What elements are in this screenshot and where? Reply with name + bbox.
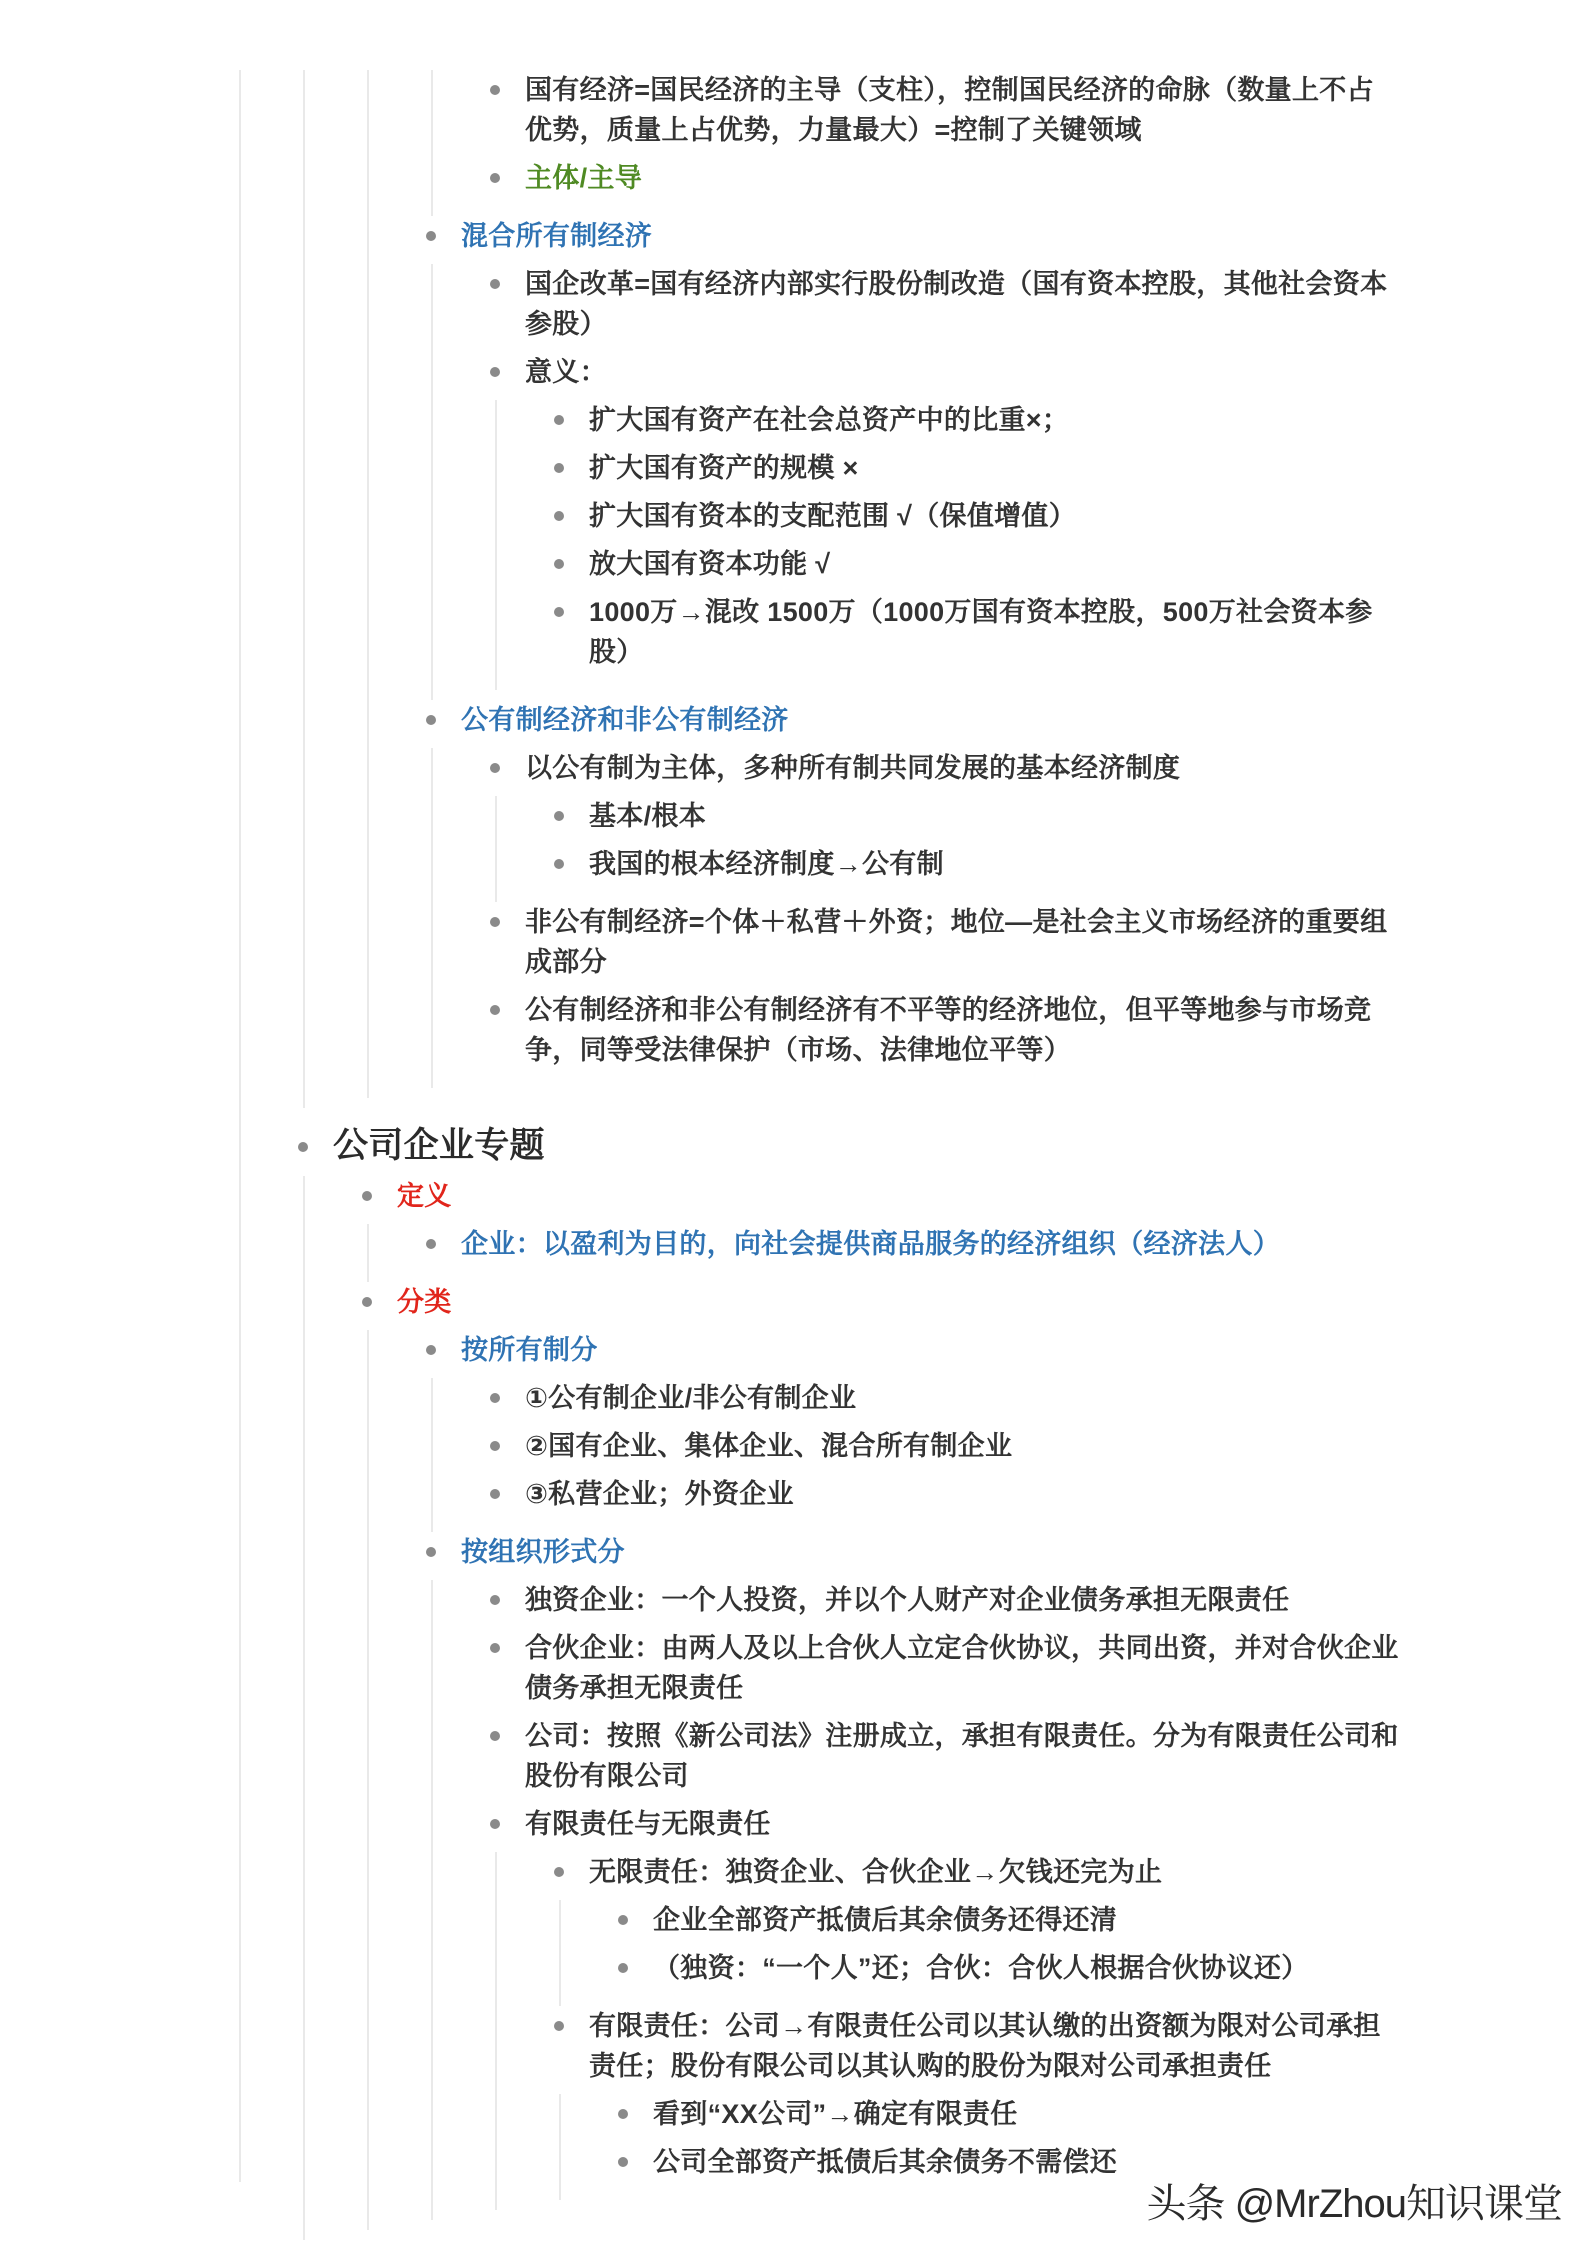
outline-children-guide [431, 264, 1399, 700]
outline-item[interactable] [433, 902, 1399, 990]
outline-children-guide [559, 1900, 1399, 2006]
outline-children-guide [495, 400, 1399, 690]
outline-item-text: 公司：按照《新公司法》注册成立，承担有限责任。分为有限责任公司和股份有限公司 [525, 1721, 1399, 1791]
outline-item[interactable] [497, 796, 1399, 844]
outline-item-text: ①公有制企业/非公有制企业 [525, 1383, 857, 1413]
outline-document [239, 70, 1399, 2182]
bullet-dot-icon[interactable] [490, 279, 500, 289]
bullet-dot-icon[interactable] [426, 1239, 436, 1249]
outline-item[interactable] [369, 700, 1399, 1088]
outline-item-text: 公司全部资产抵债后其余债务不需偿还 [653, 2147, 1118, 2177]
outline-item[interactable] [433, 1378, 1399, 1426]
watermark: 头条 @MrZhou知识课堂 [1146, 2182, 1562, 2226]
outline-item-text: 有限责任与无限责任 [525, 1809, 771, 1839]
outline-item[interactable] [561, 1948, 1399, 1996]
outline-item[interactable] [497, 496, 1399, 544]
outline-item-text: 定义 [397, 1181, 452, 1211]
bullet-dot-icon[interactable] [298, 1142, 308, 1152]
outline-item[interactable] [497, 844, 1399, 892]
outline-item[interactable] [433, 352, 1399, 690]
outline-item-text: 按所有制分 [461, 1335, 598, 1365]
bullet-dot-icon[interactable] [490, 1643, 500, 1653]
bullet-dot-icon[interactable] [618, 2157, 628, 2167]
outline-item[interactable] [369, 1532, 1399, 2220]
outline-item[interactable] [433, 1628, 1399, 1716]
outline-item-text: 企业：以盈利为目的，向社会提供商品服务的经济组织（经济法人） [461, 1229, 1280, 1259]
outline-children-guide [495, 1852, 1399, 2210]
bullet-dot-icon[interactable] [554, 463, 564, 473]
bullet-dot-icon[interactable] [490, 173, 500, 183]
outline-item[interactable] [497, 1852, 1399, 2006]
outline-item-text: 公有制经济和非公有制经济 [461, 705, 789, 735]
bullet-dot-icon[interactable] [490, 1005, 500, 1015]
outline-item-text: 公有制经济和非公有制经济有不平等的经济地位，但平等地参与市场竞争，同等受法律保护（市场、法律地位平等） [525, 995, 1372, 1065]
outline-children-guide [367, 1224, 1399, 1282]
outline-item[interactable] [241, 70, 1399, 1108]
bullet-dot-icon[interactable] [490, 917, 500, 927]
outline-item[interactable] [433, 748, 1399, 902]
outline-item-text: 独资企业：一个人投资，并以个人财产对企业债务承担无限责任 [525, 1585, 1290, 1615]
outline-item-text: 非公有制经济=个体＋私营＋外资；地位—是社会主义市场经济的重要组成部分 [525, 907, 1388, 977]
bullet-dot-icon[interactable] [554, 415, 564, 425]
bullet-dot-icon[interactable] [554, 811, 564, 821]
bullet-dot-icon[interactable] [490, 1489, 500, 1499]
bullet-dot-icon[interactable] [426, 1547, 436, 1557]
bullet-dot-icon[interactable] [490, 1393, 500, 1403]
outline-item-text: 国有经济=国民经济的主导（支柱），控制国民经济的命脉（数量上不占优势，质量上占优势，力量最大）=控制了关键领域 [525, 75, 1374, 145]
outline-item[interactable] [433, 1580, 1399, 1628]
outline-item[interactable] [561, 1900, 1399, 1948]
bullet-dot-icon[interactable] [554, 511, 564, 521]
bullet-dot-icon[interactable] [554, 559, 564, 569]
bullet-dot-icon[interactable] [362, 1191, 372, 1201]
outline-item[interactable] [433, 1716, 1399, 1804]
outline-item-text: 国企改革=国有经济内部实行股份制改造（国有资本控股，其他社会资本参股） [525, 269, 1388, 339]
outline-item-text: 扩大国有资产在社会总资产中的比重×； [589, 405, 1070, 435]
outline-item[interactable] [433, 1474, 1399, 1522]
outline-item[interactable] [433, 1804, 1399, 2210]
bullet-dot-icon[interactable] [490, 1595, 500, 1605]
outline-item[interactable] [497, 544, 1399, 592]
outline-item[interactable] [305, 1282, 1399, 2230]
outline-item[interactable] [433, 70, 1399, 158]
outline-children-guide [495, 796, 1399, 902]
outline-item[interactable] [305, 70, 1399, 1098]
bullet-dot-icon[interactable] [618, 1963, 628, 1973]
outline-heading-item[interactable] [241, 1108, 1399, 2240]
bullet-dot-icon[interactable] [618, 1915, 628, 1925]
bullet-dot-icon[interactable] [490, 1441, 500, 1451]
outline-item[interactable] [497, 592, 1399, 680]
bullet-dot-icon[interactable] [490, 367, 500, 377]
outline-item[interactable] [369, 1330, 1399, 1532]
outline-item-text: 看到“XX公司”→确定有限责任 [653, 2099, 1018, 2129]
outline-item[interactable] [369, 216, 1399, 700]
bullet-dot-icon[interactable] [426, 1345, 436, 1355]
outline-item-text: 意义： [525, 357, 607, 387]
outline-item[interactable] [433, 990, 1399, 1078]
outline-item[interactable] [561, 2094, 1399, 2142]
outline-item-text: 以公有制为主体，多种所有制共同发展的基本经济制度 [525, 753, 1181, 783]
outline-item-text: 企业全部资产抵债后其余债务还得还清 [653, 1905, 1118, 1935]
outline-item-text: 扩大国有资产的规模 × [589, 453, 859, 483]
outline-children-guide [303, 70, 1399, 1108]
outline-item-text: 分类 [397, 1287, 452, 1317]
outline-item-text: 无限责任：独资企业、合伙企业→欠钱还完为止 [589, 1857, 1163, 1887]
outline-item-text: 扩大国有资本的支配范围 √（保值增值） [589, 501, 1077, 531]
outline-item[interactable] [497, 2006, 1399, 2200]
outline-item-text: 1000万→混改 1500万（1000万国有资本控股，500万社会资本参股） [589, 597, 1373, 667]
bullet-dot-icon[interactable] [490, 763, 500, 773]
outline-root-guide [239, 70, 1399, 2182]
bullet-dot-icon[interactable] [554, 1867, 564, 1877]
outline-item[interactable] [305, 1176, 1399, 1282]
bullet-dot-icon[interactable] [618, 2109, 628, 2119]
outline-item-text: 我国的根本经济制度→公有制 [589, 849, 944, 879]
outline-children-guide [367, 1330, 1399, 2230]
outline-item-text: 合伙企业：由两人及以上合伙人立定合伙协议，共同出资，并对合伙企业债务承担无限责任 [525, 1633, 1399, 1703]
bullet-dot-icon[interactable] [362, 1297, 372, 1307]
outline-item-text: （独资：“一个人”还；合伙：合伙人根据合伙协议还） [653, 1953, 1309, 1983]
outline-item-text: 按组织形式分 [461, 1537, 625, 1567]
outline-item-text: 公司企业专题 [333, 1126, 545, 1165]
outline-children-guide [303, 1176, 1399, 2240]
outline-item[interactable] [497, 400, 1399, 448]
outline-item-text: ②国有企业、集体企业、混合所有制企业 [525, 1431, 1013, 1461]
outline-children-guide [431, 1580, 1399, 2220]
outline-item[interactable] [369, 70, 1399, 216]
outline-item-text: 基本/根本 [589, 801, 707, 831]
bullet-dot-icon[interactable] [554, 2021, 564, 2031]
outline-item[interactable] [369, 1224, 1399, 1272]
outline-children-guide [367, 70, 1399, 1098]
outline-item-text: 放大国有资本功能 √ [589, 549, 831, 579]
bullet-dot-icon[interactable] [426, 715, 436, 725]
outline-item[interactable] [433, 264, 1399, 352]
bullet-dot-icon[interactable] [554, 607, 564, 617]
bullet-dot-icon[interactable] [426, 231, 436, 241]
outline-item-text: 主体/主导 [525, 163, 643, 193]
outline-item-text: 有限责任：公司→有限责任公司以其认缴的出资额为限对公司承担责任；股份有限公司以其认购的股份为限对公司承担责任 [589, 2011, 1381, 2081]
outline-item[interactable] [497, 448, 1399, 496]
bullet-dot-icon[interactable] [554, 859, 564, 869]
outline-item[interactable] [433, 158, 1399, 206]
bullet-dot-icon[interactable] [490, 1819, 500, 1829]
outline-children-guide [431, 70, 1399, 216]
outline-item-text: 混合所有制经济 [461, 221, 653, 251]
outline-children-guide [431, 748, 1399, 1088]
bullet-dot-icon[interactable] [490, 1731, 500, 1741]
outline-children-guide [431, 1378, 1399, 1532]
bullet-dot-icon[interactable] [490, 85, 500, 95]
outline-item-text: ③私营企业；外资企业 [525, 1479, 794, 1509]
outline-item[interactable] [433, 1426, 1399, 1474]
